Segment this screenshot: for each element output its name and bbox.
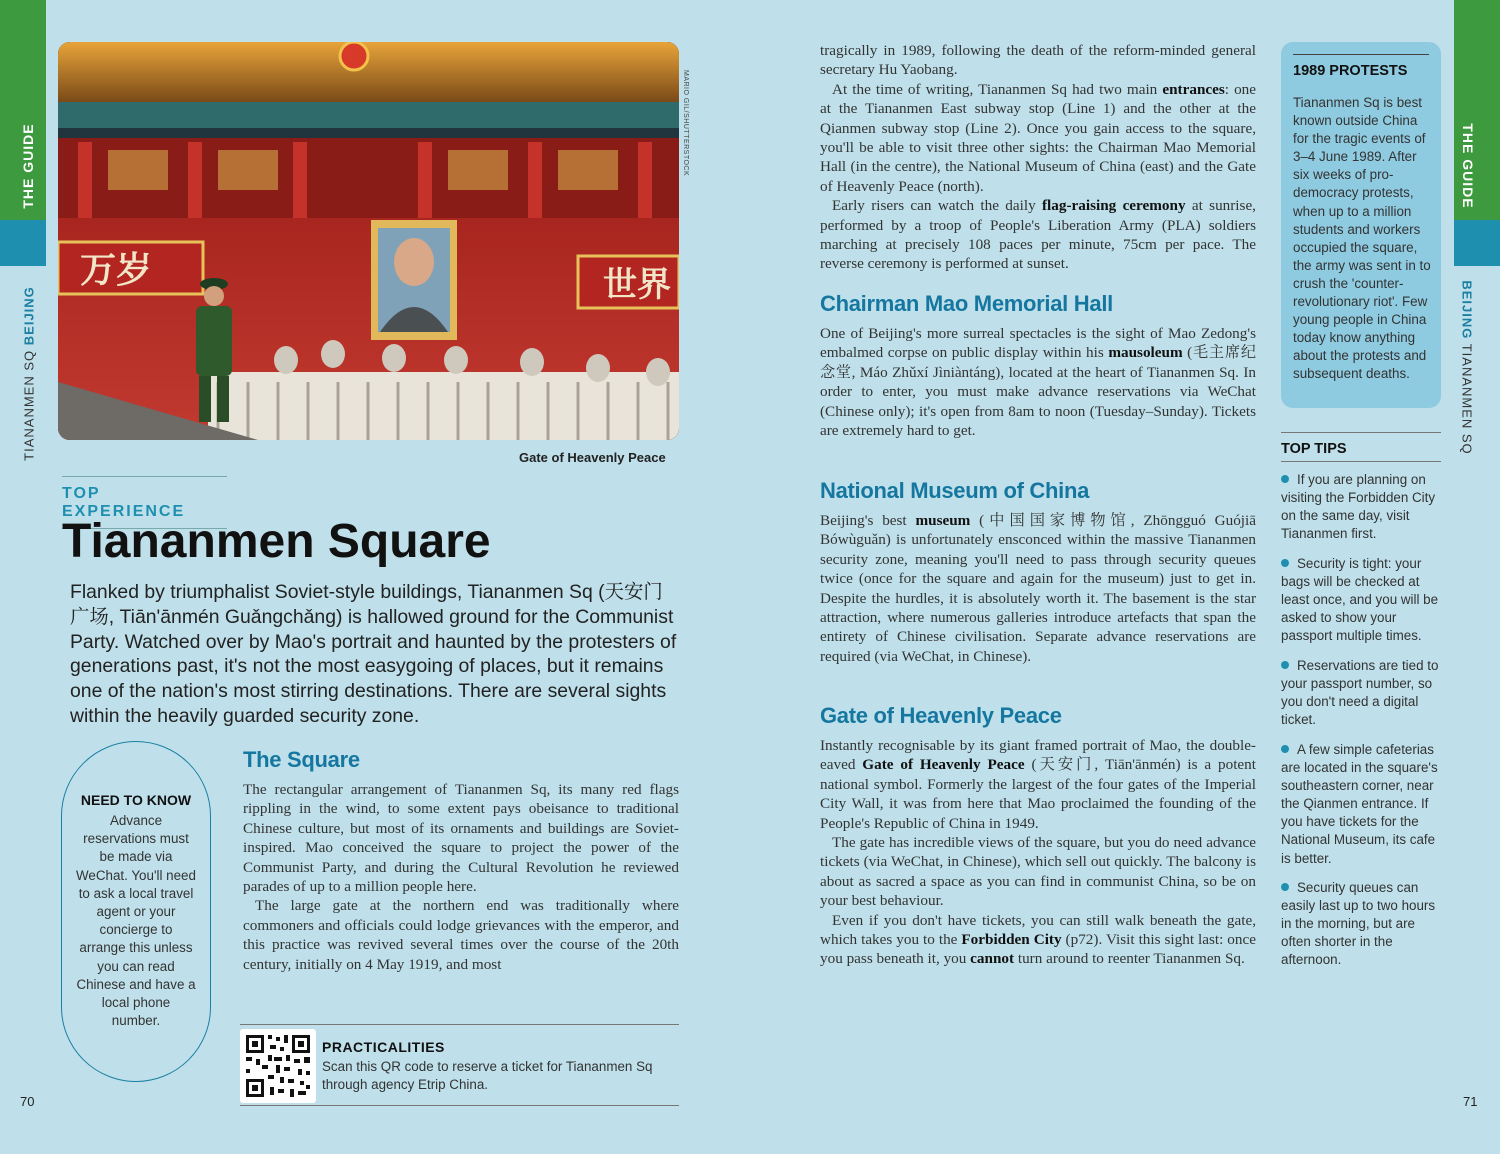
entrances-paragraph: At the time of writing, Tiananmen Sq had two main entrances: one at the Tiananmen East subway stop (Line 1) and the other at the Qianmen subway stop (Line 2). Once you gain access to the square, you'll be able to visit three other sights: the Chairman Mao Memorial Hall (in the centre), the National Museum of China (east) and the Gate of Heavenly Peace (north).	[820, 80, 1256, 195]
page-title: Tiananmen Square	[62, 515, 491, 568]
practicalities-body: Scan this QR code to reserve a ticket for Tiananmen Sq through agency Etrip China.	[322, 1059, 653, 1092]
protests-box	[1281, 42, 1441, 408]
need-to-know-box	[61, 741, 211, 1082]
sign-left-text: 万岁	[80, 250, 153, 291]
practicalities-heading: PRACTICALITIES	[322, 1039, 445, 1055]
museum-text	[820, 511, 1256, 666]
gate-photo	[58, 42, 679, 440]
intro-paragraph: Flanked by triumphalist Soviet-style buildings, Tiananmen Sq (天安门广场, Tiān'ānmén Guǎngchǎng) is hallowed ground for the Communist Party. Watched over by Mao's portrait and haunted by the protesters of generations past, it's not the most easygoing of places, but it remains one of the nation's most stirring destinations. There are several sights within the heavily guarded security zone.	[70, 581, 677, 727]
left-tab-label: THE GUIDE	[20, 123, 36, 209]
right-column-intro	[820, 41, 1256, 274]
mao-hall-heading: Chairman Mao Memorial Hall	[820, 291, 1113, 316]
square-paragraph-2: The large gate at the northern end was traditionally where commoners and officials could lodge grievances with the emperor, and this practice was revived several times over the course of the 20th century, initially on 4 May 1919, and most	[243, 897, 679, 973]
photo-credit: MARIO GIL/SHUTTERSTOCK	[682, 70, 689, 177]
mao-hall-paragraph: One of Beijing's more surreal spectacles is the sight of Mao Zedong's embalmed corpse on public display within his mausoleum (毛主席纪念堂, Máo Zhǔxí Jìniàntáng), located at the heart of Tiananmen Sq. In order to enter, you must make advance reservations via WeChat (Chinese only); it's open from 8am to noon (Tuesday–Sunday). Tickets are extremely hard to get.	[820, 325, 1257, 440]
top-tips-heading: TOP TIPS	[1281, 432, 1441, 462]
photo-caption: Gate of Heavenly Peace	[519, 450, 666, 465]
sign-right-text: 世界	[603, 265, 671, 305]
tip-item: If you are planning on visiting the Forbidden City on the same day, visit Tiananmen first.	[1281, 472, 1436, 542]
bullet-icon	[1281, 883, 1289, 891]
museum-heading: National Museum of China	[820, 478, 1090, 503]
gate-paragraph-3: Even if you don't have tickets, you can still walk beneath the gate, which takes you to the Forbidden City (p72). Visit this sight last: once you pass beneath it, you cannot turn around to reenter Tiananmen Sq.	[820, 911, 1256, 968]
protests-heading: 1989 PROTESTS	[1293, 54, 1429, 79]
tip-item: Reservations are tied to your passport number, so you don't need a digital ticket.	[1281, 658, 1439, 728]
right-running-city: BEIJING	[1459, 280, 1475, 340]
gate-paragraph-1: Instantly recognisable by its giant framed portrait of Mao, the double-eaved Gate of Heavenly Peace (天安门, Tiān'ānmén) is a potent national symbol. Formerly the largest of the four gates of the Imperial City Wall, it was from here that Mao proclaimed the founding of the People's Republic of China in 1949.	[820, 737, 1256, 832]
left-running-area: TIANANMEN SQ	[21, 349, 37, 461]
protests-body: Tiananmen Sq is best known outside China for the tragic events of 3–4 June 1989. After six weeks of pro-democracy protests, when up to a million students and workers occupied the square, the army was sent in to crush the 'counter-revolutionary riot'. Few young people in China today know anything about the protests and subsequent deaths.	[1293, 95, 1431, 382]
gate-illustration	[58, 42, 679, 440]
left-running-city: BEIJING	[21, 286, 37, 346]
need-to-know-heading: NEED TO KNOW	[80, 792, 192, 808]
flag-ceremony-paragraph: Early risers can watch the daily flag-raising ceremony at sunrise, performed by a troop of People's Liberation Army (PLA) soldiers marching at precisely 108 paces per minute, 75cm per pace. The reverse ceremony is performed at sunset.	[820, 197, 1256, 273]
need-to-know-body: Advance reservations must be made via WeChat. You'll need to ask a local travel agent or your concierge to arrange this unless you can read Chinese and have a local phone number.	[76, 813, 196, 1029]
right-running-area: TIANANMEN SQ	[1459, 343, 1475, 455]
bullet-icon	[1281, 475, 1289, 483]
page-number-right: 71	[1463, 1094, 1478, 1109]
museum-paragraph: Beijing's best museum (中国国家博物馆, Zhōngguó Guójiā Bówùguǎn) is unfortunately ensconced within the massive Tiananmen security zone, meaning you'll need to pass through security queues twice (once for the square and again for the museum) just to get in. Despite the hurdles, it is absolutely worth it. The basement is the star attraction, where numerous galleries introduce artefacts that span the entirety of Chinese civilisation. Separate advance reservations are required (via WeChat, in Chinese).	[820, 512, 1256, 665]
mao-hall-text	[820, 324, 1256, 440]
tip-item: Security queues can easily last up to two hours in the morning, but are often shorter in the afternoon.	[1281, 880, 1436, 968]
qr-code-icon	[240, 1029, 316, 1103]
section-kicker: TOP EXPERIENCE	[62, 476, 227, 529]
practicalities-box	[240, 1024, 679, 1106]
tip-item: A few simple cafeterias are located in the square's southeastern corner, near the Qianmen entrance. If you have tickets for the National Museum, its cafe is better.	[1281, 742, 1438, 866]
continued-paragraph: tragically in 1989, following the death of the reform-minded general secretary Hu Yaobang.	[820, 42, 1256, 79]
right-tab-label: THE GUIDE	[1460, 123, 1476, 209]
gate-paragraph-2: The gate has incredible views of the square, but you do need advance tickets (via WeChat, in Chinese), which sell out quickly. The balcony is about as sacred a space as you can find in communist China, so be on your best behaviour.	[820, 834, 1256, 910]
square-text	[243, 780, 679, 974]
square-heading: The Square	[243, 747, 360, 772]
right-section-tab-marker	[1454, 220, 1500, 266]
gate-heading: Gate of Heavenly Peace	[820, 703, 1062, 728]
gate-text	[820, 736, 1256, 969]
bullet-icon	[1281, 661, 1289, 669]
bullet-icon	[1281, 745, 1289, 753]
page-number-left: 70	[20, 1094, 35, 1109]
qr-code[interactable]	[240, 1029, 316, 1103]
bullet-icon	[1281, 559, 1289, 567]
right-running-head	[1460, 261, 1475, 475]
left-section-tab-marker	[0, 220, 46, 266]
square-paragraph-1: The rectangular arrangement of Tiananmen Sq, its many red flags rippling in the wind, to some extent pays obeisance to traditional Chinese culture, but most of its ornaments and buildings are Soviet-inspired. Mao conceived the square to project the power of the Communist Party, and during the Cultural Revolution he reviewed parades of up to a million people here.	[243, 781, 679, 896]
left-running-head	[22, 267, 37, 481]
tip-item: Security is tight: your bags will be checked at least once, and you will be asked to show your passport multiple times.	[1281, 556, 1439, 644]
